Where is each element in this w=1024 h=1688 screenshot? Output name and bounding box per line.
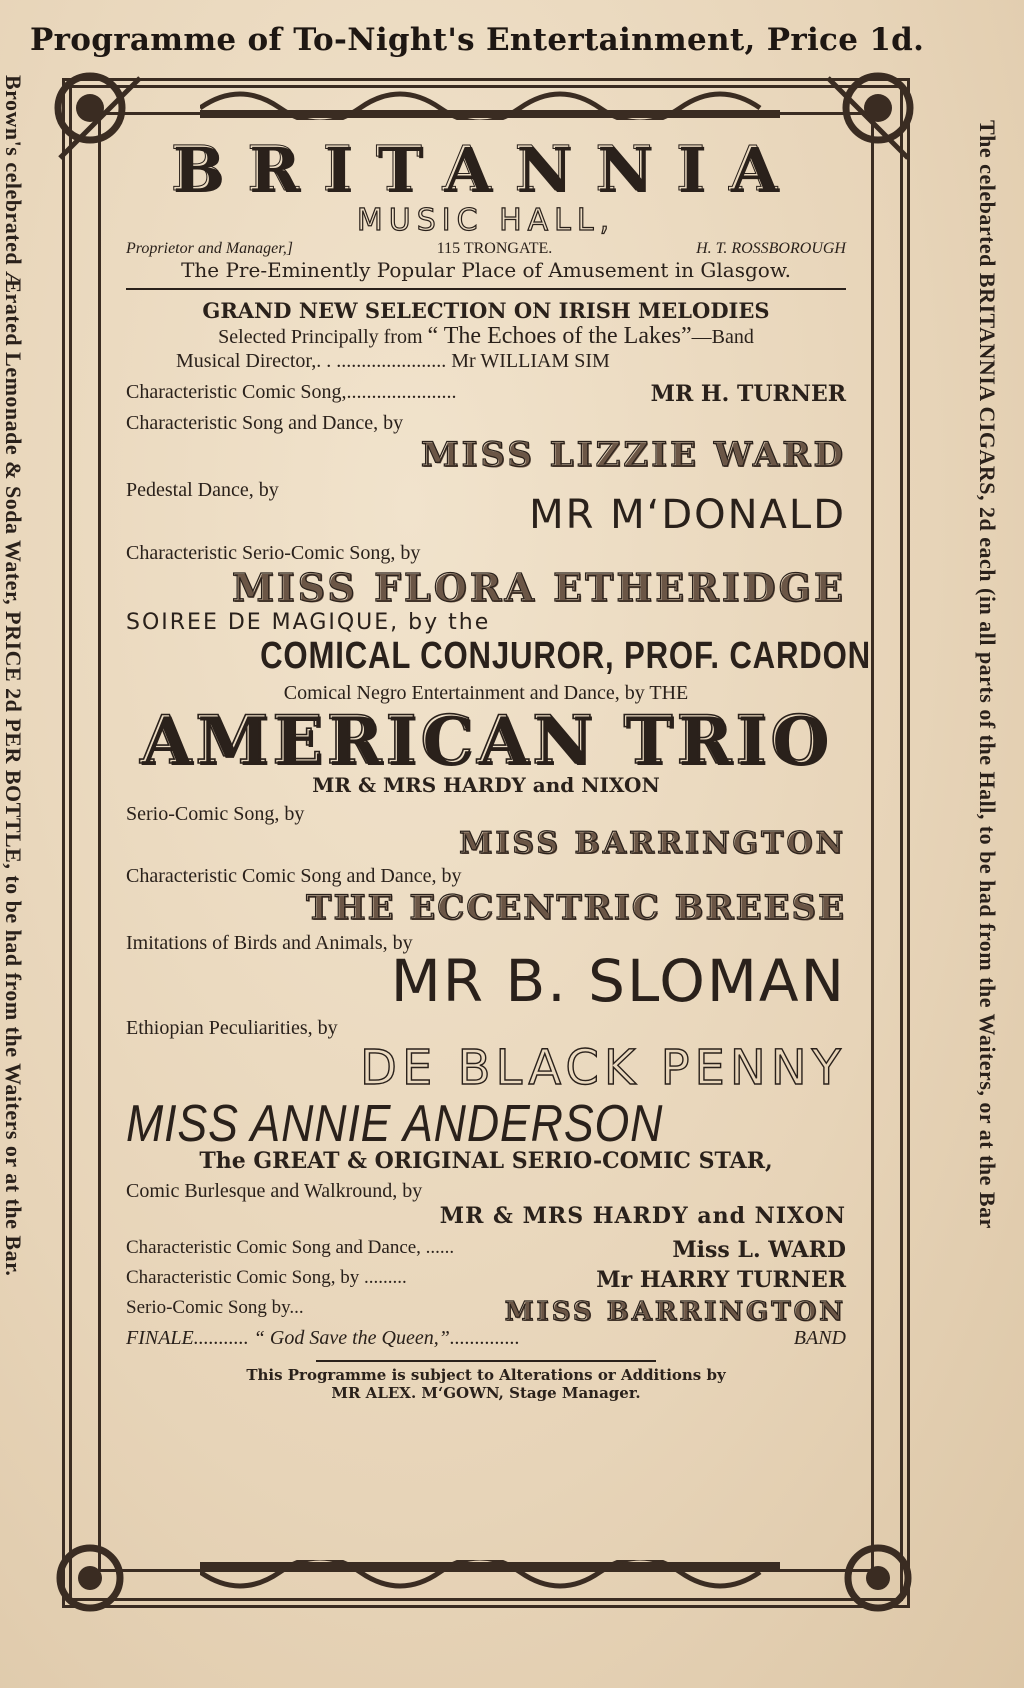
- header-rule: [126, 288, 846, 290]
- venue-proprietor-row: [126, 240, 846, 258]
- act10-label: Ethiopian Peculiarities, by: [126, 1017, 338, 1039]
- act3-name: MR M‘DONALD: [529, 492, 846, 538]
- finale-line: [126, 1327, 846, 1350]
- finale-band: BAND: [793, 1327, 846, 1349]
- act15-name: MISS BARRINGTON: [504, 1297, 846, 1327]
- act1-label: Characteristic Comic Song,......................: [126, 381, 457, 403]
- act6-sub: MR & MRS HARDY and NIXON: [312, 773, 660, 797]
- act1-line: [126, 381, 846, 407]
- overture-title: GRAND NEW SELECTION ON IRISH MELODIES: [202, 298, 770, 323]
- act7-name: MISS BARRINGTON: [459, 826, 846, 861]
- venue-name: BRITANNIA: [170, 132, 802, 205]
- finale-label: FINALE...........: [126, 1327, 249, 1349]
- corner-ornament-bottom-right: [808, 1508, 918, 1618]
- act14-name: Mr HARRY TURNER: [596, 1267, 846, 1293]
- act13-name: Miss L. WARD: [672, 1237, 846, 1263]
- act1-name: MR H. TURNER: [650, 381, 846, 407]
- lemonade-advert: Brown's celebrated Ærated Lemonade & Soda Water, PRICE 2d PER BOTTLE, to be had from the Waiters or at the Bar.: [1, 75, 26, 1277]
- act8-name: THE ECCENTRIC BREESE: [306, 888, 846, 928]
- programme-title: Programme of To-Night's Entertainment, Price 1d.: [30, 22, 925, 58]
- footer-rule: [316, 1360, 656, 1362]
- act12-name: MR & MRS HARDY and NIXON: [439, 1203, 846, 1229]
- venue-subtitle: MUSIC HALL,: [356, 203, 616, 238]
- bottom-scroll-ornament: [200, 1560, 780, 1600]
- act15-line: [126, 1297, 846, 1327]
- act13-label: Characteristic Comic Song and Dance, ......: [126, 1237, 455, 1258]
- act6-label: Comical Negro Entertainment and Dance, by THE: [283, 682, 689, 704]
- act5-label: SOIREE DE MAGIQUE, by the: [126, 610, 491, 635]
- overture-line-a: Selected Principally from: [218, 326, 423, 348]
- act11-name: MISS ANNIE ANDERSON: [126, 1095, 664, 1153]
- act7-label: Serio-Comic Song, by: [126, 803, 305, 825]
- act6-name: AMERICAN TRIO: [140, 701, 832, 779]
- venue-manager: H. T. ROSSBOROUGH: [696, 240, 846, 257]
- act11-sub: The GREAT & ORIGINAL SERIO-COMIC STAR,: [199, 1148, 773, 1174]
- venue-address: 115 TRONGATE.: [436, 240, 553, 257]
- act2-name: MISS LIZZIE WARD: [421, 435, 846, 475]
- act5-name-wrap: [126, 635, 871, 678]
- director-name: Mr WILLIAM SIM: [451, 350, 610, 372]
- act14-label: Characteristic Comic Song, by .........: [126, 1267, 407, 1288]
- footer-note-2: MR ALEX. M‘GOWN, Stage Manager.: [331, 1384, 641, 1402]
- act4-label: Characteristic Serio-Comic Song, by: [126, 542, 421, 564]
- top-scroll-ornament: [200, 80, 780, 120]
- director-label: Musical Director,. . ......................: [176, 350, 447, 372]
- act4-name: MISS FLORA ETHERIDGE: [231, 565, 846, 610]
- act9-label: Imitations of Birds and Animals, by: [126, 932, 413, 954]
- overture-band: —Band: [691, 326, 754, 348]
- venue-tagline: The Pre-Eminently Popular Place of Amusement in Glasgow.: [181, 258, 791, 282]
- act12-label: Comic Burlesque and Walkround, by: [126, 1180, 423, 1202]
- act13-line: [126, 1237, 846, 1263]
- act9-name: MR B. SLOMAN: [390, 947, 846, 1015]
- overture-quote: “ The Echoes of the Lakes”: [427, 323, 692, 349]
- act14-line: [126, 1267, 846, 1293]
- act2-label: Characteristic Song and Dance, by: [126, 412, 404, 434]
- cigars-advert: The celebarted BRITANNIA CIGARS, 2d each (in all parts of the Hall, to be had from the Waiters, or at the Bar: [975, 120, 1000, 1229]
- act15-label: Serio-Comic Song by...: [126, 1297, 304, 1318]
- director-line: [126, 350, 846, 373]
- proprietor-label: Proprietor and Manager,]: [126, 240, 293, 257]
- act10-name: DE BLACK PENNY: [360, 1040, 846, 1096]
- act3-label: Pedestal Dance, by: [126, 479, 279, 501]
- programme-body: [126, 130, 871, 1402]
- finale-song: “ God Save the Queen,”..............: [253, 1327, 520, 1349]
- footer-note-1: This Programme is subject to Alterations or Additions by: [246, 1366, 726, 1384]
- act8-label: Characteristic Comic Song and Dance, by: [126, 865, 462, 887]
- corner-ornament-bottom-left: [50, 1508, 160, 1618]
- act5-name: COMICAL CONJUROR, PROF. CARDON: [260, 635, 871, 677]
- overture-line: [126, 323, 846, 350]
